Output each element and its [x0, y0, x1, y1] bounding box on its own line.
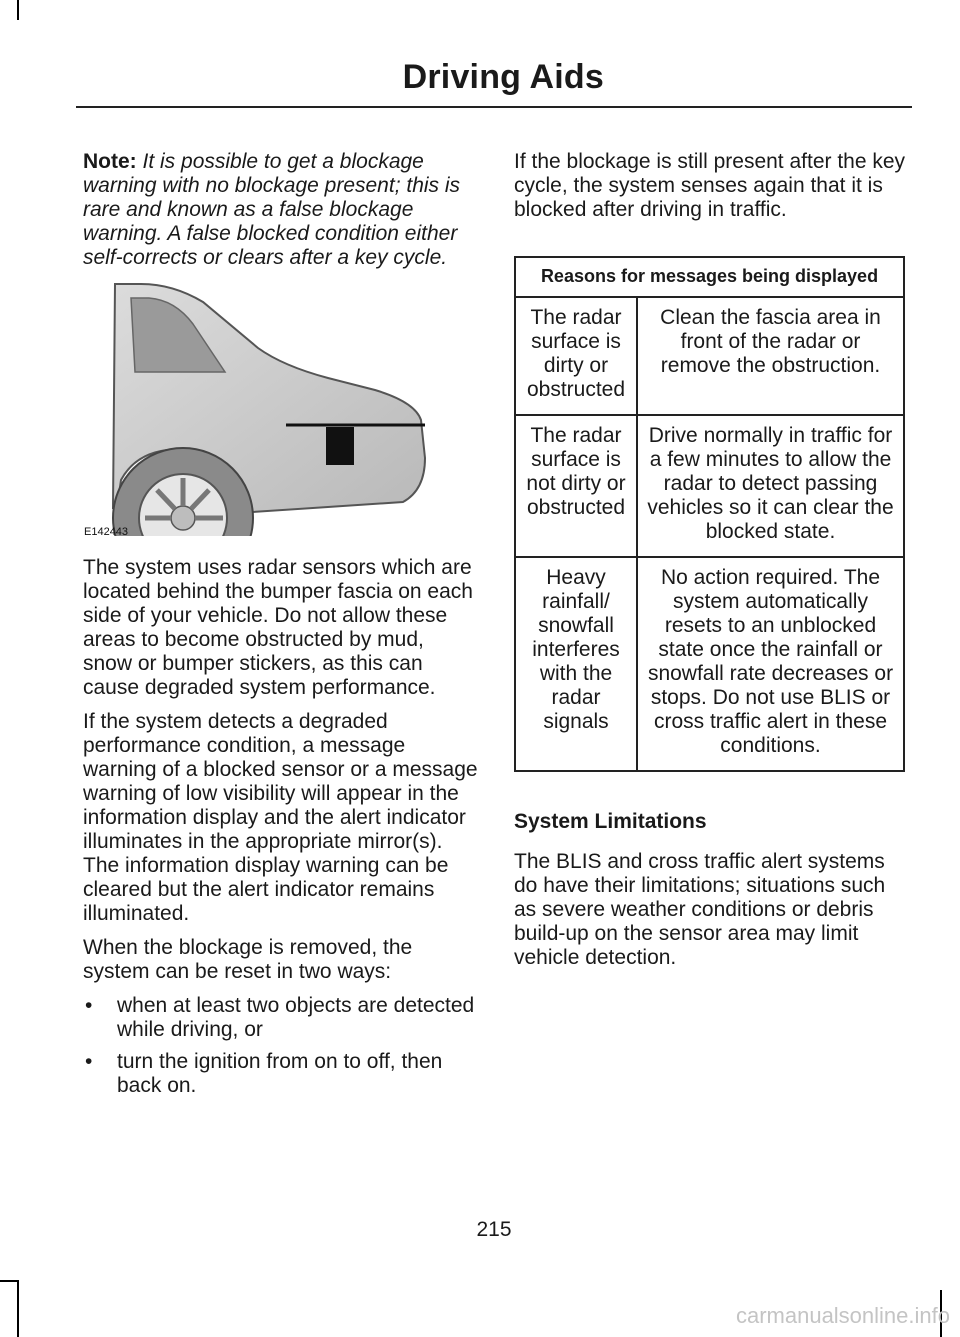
reasons-table — [514, 256, 905, 772]
crop-mark-top-left-v — [17, 0, 19, 20]
wheel-hub-shape — [171, 506, 195, 530]
note-paragraph — [83, 150, 478, 270]
table-cell-reason: The radar surface is not dirty or obstructed — [515, 415, 637, 557]
table-cell-reason: The radar surface is dirty or obstructed — [515, 297, 637, 415]
left-column — [83, 150, 478, 1106]
paragraph-radar-sensors: The system uses radar sensors which are located behind the bumper fascia on each side of your vehicle. Do not allow these areas to become obstructed by mud, snow or bumper stickers, as this can cause degraded system performance. — [83, 556, 473, 699]
rear-corner-bumper-sensor-illustration — [83, 280, 473, 538]
section-heading-system-limitations: System Limitations — [514, 810, 707, 833]
table-row — [515, 297, 904, 415]
page-title: Driving Aids — [402, 58, 604, 96]
table-cell-action: Drive normally in traffic for a few minutes to allow the radar to detect passing vehicles so it can clear the blocked state. — [637, 415, 904, 557]
right-column — [514, 150, 909, 980]
paragraph-degraded-performance: If the system detects a degraded performance condition, a message warning of a blocked sensor or a message warning of low visibility will appear in the information display and the alert indicator illuminates in the appropriate mirror(s). The information display warning can be cleared but the alert indicator remains illuminated. — [83, 710, 478, 925]
list-item-text: when at least two objects are detected while driving, or — [117, 994, 475, 1041]
bumper-sensor-figure — [83, 280, 473, 538]
list-item-text: turn the ignition from on to off, then back on. — [117, 1050, 443, 1097]
note-text: It is possible to get a blockage warning with no blockage present; this is rare and known as a false blockage warning. A false blocked condition either self-corrects or clears after a key cycle. — [83, 150, 461, 269]
paragraph-key-cycle: If the blockage is still present after the key cycle, the system senses again that it is blocked after driving in traffic. — [514, 150, 906, 221]
bullet-symbol: • — [85, 994, 93, 1017]
table-header-row — [515, 257, 904, 297]
table-cell-reason: Heavy rainfall/ snowfall interferes with the radar signals — [515, 557, 637, 771]
table-header: Reasons for messages being displayed — [515, 257, 904, 297]
crop-mark-bottom-left-v — [17, 1280, 19, 1337]
paragraph-limitations: The BLIS and cross traffic alert systems do have their limitations; situations such as severe weather conditions or debris build-up on the sensor area may limit vehicle detection. — [514, 850, 886, 969]
header-divider — [76, 106, 912, 108]
note-label: Note: — [83, 150, 137, 173]
crop-mark-bottom-left-h — [0, 1280, 17, 1282]
list-item — [83, 1050, 478, 1098]
table-cell-action: Clean the fascia area in front of the radar or remove the obstruction. — [637, 297, 904, 415]
figure-code: E142443 — [84, 526, 129, 538]
paragraph-reset-intro: When the blockage is removed, the system can be reset in two ways: — [83, 936, 413, 983]
radar-sensor-location-marker — [326, 427, 354, 465]
table-row — [515, 415, 904, 557]
table-row — [515, 557, 904, 771]
table-cell-action: No action required. The system automatically resets to an unblocked state once the rainfall or snowfall rate decreases or stops. Do not use BLIS or cross traffic alert in these conditions. — [637, 557, 904, 771]
watermark: carmanualsonline.info — [735, 1303, 950, 1328]
reset-methods-list — [83, 994, 478, 1098]
list-item — [83, 994, 478, 1042]
page-number: 215 — [476, 1218, 512, 1241]
bullet-symbol: • — [85, 1050, 93, 1073]
